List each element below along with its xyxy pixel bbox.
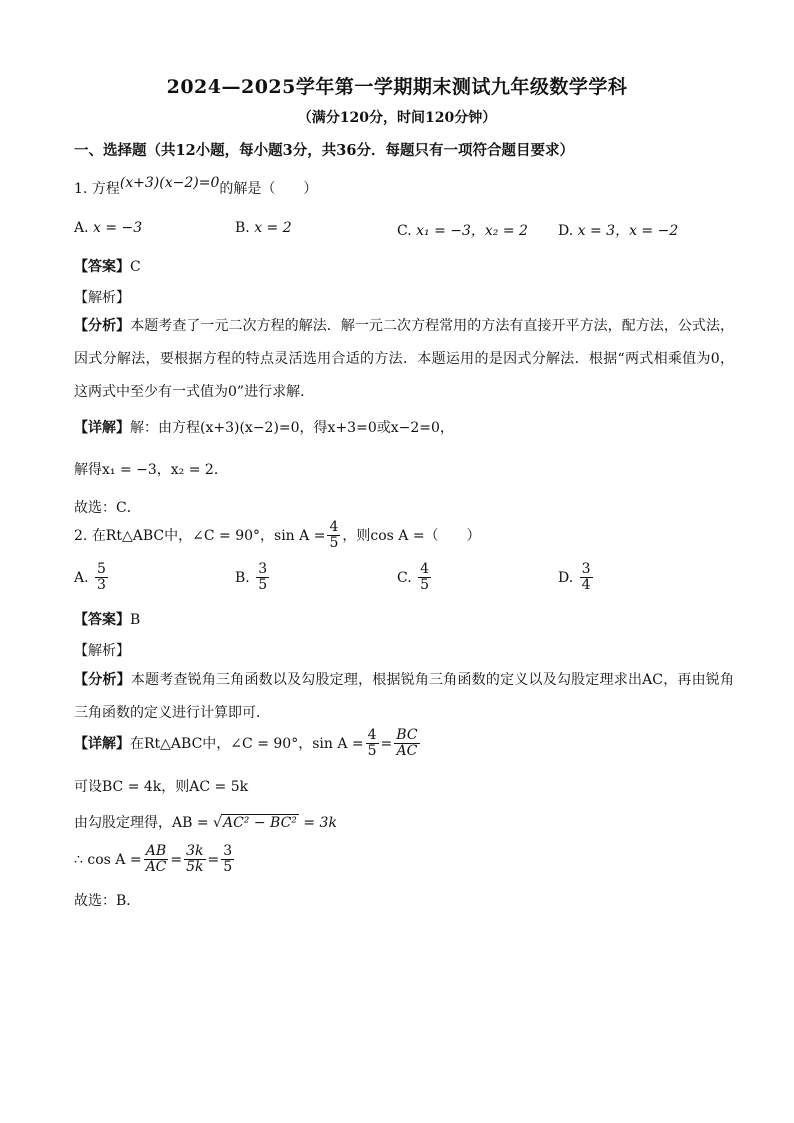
denominator: 4 (581, 577, 591, 594)
fraction (418, 562, 431, 594)
fraction (327, 520, 340, 552)
option-label: B. (235, 569, 250, 586)
option-b (235, 562, 271, 594)
question-1-stem (74, 175, 318, 198)
detail-line-3 (74, 812, 337, 832)
denominator: AC (396, 743, 418, 760)
detail-text: 由勾股定理得，AB = (74, 815, 209, 831)
denominator: 5 (367, 743, 377, 760)
section-heading: 一、选择题（共12小题，每小题3分，共36分．每题只有一项符合题目要求） (74, 142, 574, 159)
detail-line-2: 可设BC = 4k，则AC = 5k (74, 779, 249, 795)
fraction (394, 728, 419, 760)
numerator: 4 (329, 519, 339, 535)
option-text: x = 3，x = −2 (577, 223, 679, 239)
analysis-paragraph (74, 664, 734, 730)
option-label: A. (74, 569, 89, 586)
conclusion: 故选：C． (74, 500, 141, 516)
option-d (558, 562, 595, 594)
detail-line-1: 【详解】在Rt△ABC中，∠C = 90°，sin A = $\frac{4}{5}$ = $\frac{BC}{AC}$ (74, 727, 418, 760)
denominator: 5 (329, 535, 339, 552)
question-2-stem (74, 520, 481, 552)
question-number: 2. (74, 527, 88, 544)
detail-line-2: 解得x₁ = −3，x₂ = 2． (74, 462, 228, 478)
fraction (366, 728, 379, 760)
fraction (580, 562, 593, 594)
stem-prefix: 在Rt△ABC中，∠C = 90°，sin A = (91, 527, 326, 544)
question-number: 1. (74, 181, 88, 197)
numerator: 3 (258, 561, 268, 577)
fenxi-tag: 【分析】 (74, 318, 131, 334)
numerator: BC (396, 727, 418, 743)
option-label: C. (397, 569, 412, 586)
option-label: D. (558, 223, 574, 239)
option-label: D. (558, 569, 574, 586)
numerator: 3k (186, 843, 204, 859)
numerator: AB (145, 843, 167, 859)
sqrt-sign: √ (213, 815, 222, 831)
detail-line-4: ∴ cos A = $\frac{AB}{AC}$ = $\frac{3k}{5k}$ = $\frac{3}{5}$ (74, 843, 233, 876)
answer-line (74, 256, 141, 276)
denominator: 5 (420, 577, 430, 594)
page-title: 2024—2025学年第一学期期末测试九年级数学学科 (166, 76, 628, 98)
fraction (144, 844, 169, 876)
numerator: 3 (223, 843, 233, 859)
stem-prefix: 方程 (91, 181, 120, 197)
analysis-tag: 【解析】 (74, 643, 130, 659)
option-d (558, 220, 678, 240)
option-a (74, 220, 142, 236)
answer-line (74, 609, 140, 629)
numerator: 5 (97, 561, 106, 577)
numerator: 4 (367, 727, 377, 743)
option-c (397, 220, 528, 240)
analysis-paragraph (74, 310, 734, 409)
option-a (74, 562, 110, 594)
fenxi-tag: 【分析】 (74, 672, 131, 688)
fenxi-text: 本题考查了一元二次方程的解法．解一元二次方程常用的方法有直接开平方法，配方法，公式法，因式分解法，要根据方程的特点灵活选用合适的方法．本题运用的是因式分解法．根据“两式相乘值为0，这两式中至少有一式值为0”进行求解． (74, 318, 735, 400)
option-label: A. (74, 220, 89, 236)
fraction (95, 562, 108, 594)
stem-suffix: ，则cos A =（ ） (342, 527, 481, 544)
denominator: 5 (258, 577, 268, 594)
option-text: x₁ = −3，x₂ = 2 (416, 223, 528, 239)
denominator: AC (145, 859, 167, 876)
detail-text: 解：由方程(x+3)(x−2)=0，得x+3=0或x−2=0， (130, 420, 454, 436)
fraction (184, 844, 205, 876)
analysis-tag: 【解析】 (74, 290, 130, 306)
fenxi-text: 本题考查锐角三角函数以及勾股定理，根据锐角三角函数的定义以及勾股定理求出AC，再由锐角三角函数的定义进行计算即可． (74, 672, 735, 721)
equation: (x+3)(x−2)=0 (119, 175, 220, 191)
fraction (221, 844, 234, 876)
numerator: 3 (581, 561, 591, 577)
detail-tag: 【详解】 (74, 735, 130, 752)
stem-suffix: 的解是（ ） (219, 181, 318, 197)
option-c (397, 562, 433, 594)
exam-info: （满分120分，时间120分钟） (297, 110, 497, 126)
answer-tag: 【答案】 (74, 612, 130, 628)
option-text: x = 2 (254, 220, 292, 236)
radicand: AC² − BC² (222, 815, 297, 831)
detail-text: 在Rt△ABC中，∠C = 90°，sin A = (130, 735, 364, 752)
denominator: 3 (97, 577, 106, 594)
option-text: x = −3 (93, 220, 143, 236)
conclusion: 故选：B． (74, 893, 141, 909)
detail-line-1 (74, 417, 454, 437)
denominator: 5k (186, 859, 204, 876)
detail-text: ∴ cos A = (74, 851, 142, 868)
denominator: 5 (223, 859, 233, 876)
option-label: C. (397, 223, 412, 239)
option-label: B. (235, 220, 250, 236)
numerator: 4 (420, 561, 430, 577)
fraction (256, 562, 269, 594)
answer-value: C (130, 259, 141, 275)
answer-tag: 【答案】 (74, 259, 130, 275)
answer-value: B (130, 612, 141, 628)
detail-tag: 【详解】 (74, 420, 130, 436)
option-b (235, 220, 292, 236)
detail-result: = 3k (303, 815, 337, 831)
